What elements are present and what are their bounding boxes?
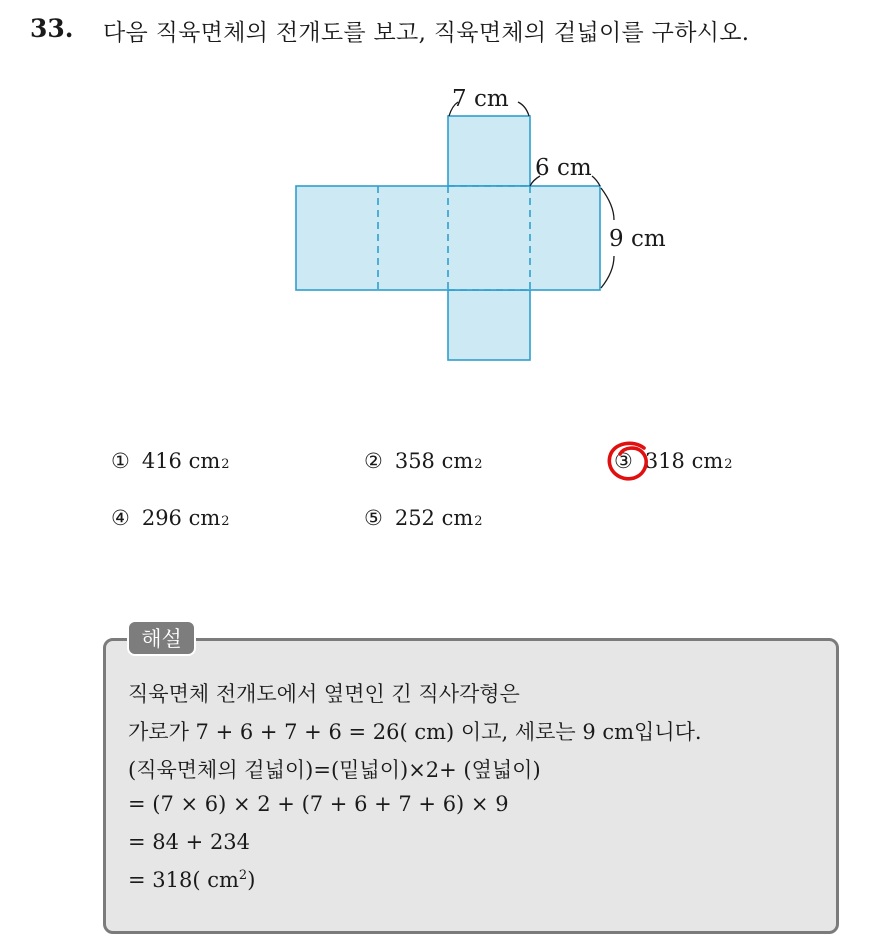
choice-4[interactable]: ④ 296 cm 2 bbox=[111, 506, 230, 530]
solution-line-2: 가로가 7 + 6 + 7 + 6 = 26( cm) 이고, 세로는 9 cm입니다. bbox=[128, 720, 702, 744]
choice-2-value: 358 bbox=[394, 449, 435, 473]
choice-3[interactable]: ③ 318 cm 2 bbox=[614, 449, 733, 473]
choice-4-mark: ④ bbox=[111, 506, 130, 530]
choice-1-mark: ① bbox=[111, 449, 130, 473]
question-number: 33. bbox=[30, 14, 74, 43]
width-label: 7 cm bbox=[452, 86, 509, 112]
choice-2-mark: ② bbox=[364, 449, 383, 473]
answer-circle-mark bbox=[604, 438, 656, 486]
solution-line-5: = 84 + 234 bbox=[128, 830, 251, 854]
choice-5[interactable]: ⑤ 252 cm 2 bbox=[364, 506, 483, 530]
solution-line-3: (직육면체의 겉넓이)=(밑넓이)×2+ (옆넓이) bbox=[128, 758, 541, 782]
choice-3-mark: ③ bbox=[614, 449, 633, 473]
choice-5-value: 252 bbox=[394, 506, 435, 530]
cuboid-net-figure bbox=[0, 0, 884, 420]
height-label: 9 cm bbox=[609, 226, 666, 252]
net-face-bottom bbox=[448, 290, 530, 360]
choice-2[interactable]: ② 358 cm 2 bbox=[364, 449, 483, 473]
net-face-top bbox=[448, 116, 530, 186]
choice-3-value: 318 bbox=[644, 449, 685, 473]
solution-line-1: 직육면체 전개도에서 옆면인 긴 직사각형은 bbox=[128, 682, 520, 706]
question-text: 다음 직육면체의 전개도를 보고, 직육면체의 겉넓이를 구하시오. bbox=[103, 20, 750, 46]
depth-label: 6 cm bbox=[535, 155, 592, 181]
choice-1-value: 416 bbox=[141, 449, 182, 473]
choice-1[interactable]: ① 416 cm 2 bbox=[111, 449, 230, 473]
choice-5-mark: ⑤ bbox=[364, 506, 383, 530]
solution-line-4: = (7 × 6) × 2 + (7 + 6 + 7 + 6) × 9 bbox=[128, 792, 509, 816]
choice-4-value: 296 bbox=[141, 506, 182, 530]
solution-line-6: = 318( $cm^2$) bbox=[128, 868, 256, 892]
solution-tag: 해설 bbox=[127, 620, 196, 656]
